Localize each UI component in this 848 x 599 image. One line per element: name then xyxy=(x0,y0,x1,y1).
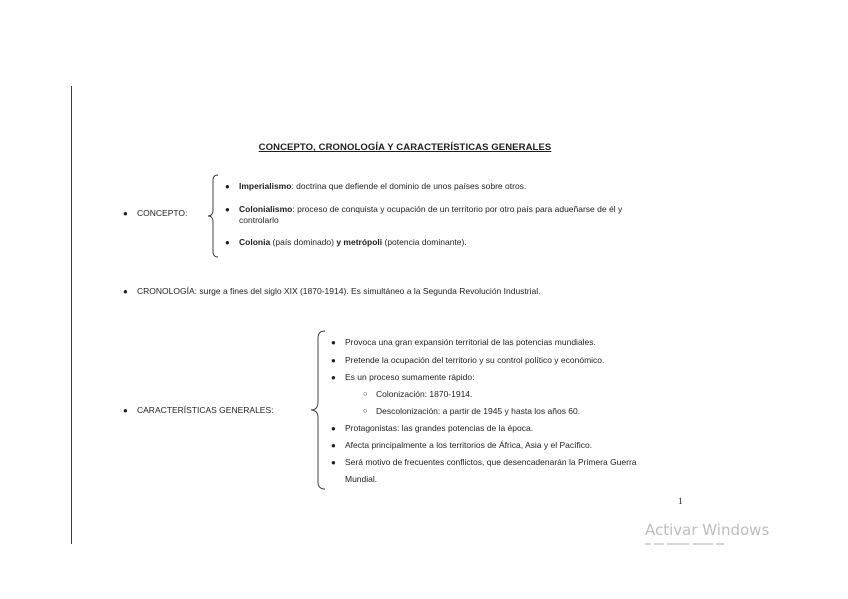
bullet-dot-icon: ● xyxy=(331,338,336,347)
caracteristicas-item xyxy=(331,372,475,383)
caracteristicas-subitem xyxy=(363,406,581,417)
definition-imperialismo: : doctrina que defiende el dominio de unos países sobre otros. xyxy=(291,181,527,191)
caracteristicas-item xyxy=(331,457,637,468)
cronologia-text: CRONOLOGÍA: surge a fines del siglo XIX (1870-1914). Es simultáneo a la Segunda Revolución Industrial. xyxy=(137,286,541,296)
caracteristicas-item-text: Es un proceso sumamente rápido: xyxy=(345,372,475,382)
caracteristicas-item-text: Afecta principalmente a los territorios de África, Asia y el Pacífico. xyxy=(345,440,593,450)
concepto-item-imperialismo xyxy=(225,181,527,192)
caracteristicas-brace-icon xyxy=(309,330,327,490)
definition-colonia: (país dominado) xyxy=(270,237,337,247)
term-colonia: Colonia xyxy=(239,237,271,247)
term-imperialismo: Imperialismo xyxy=(239,181,292,191)
bullet-dot-icon: ● xyxy=(225,182,230,191)
definition-colonialismo-cont: controlarlo xyxy=(239,215,279,225)
page-number: 1 xyxy=(678,496,683,506)
caracteristicas-subitem xyxy=(363,389,473,400)
bullet-dot-icon: ● xyxy=(225,205,230,214)
bullet-dot-icon: ● xyxy=(331,424,336,433)
caracteristicas-item xyxy=(331,440,593,451)
circle-bullet-icon: ○ xyxy=(363,406,368,415)
caracteristicas-item-continuation xyxy=(345,474,377,485)
caracteristicas-bullet xyxy=(123,405,274,416)
concepto-brace-icon xyxy=(206,174,220,258)
concepto-label: CONCEPTO: xyxy=(137,208,188,218)
term-metropoli: y metrópoli xyxy=(336,237,383,247)
bullet-dot-icon: ● xyxy=(331,373,336,382)
caracteristicas-subitem-text: Descolonización: a partir de 1945 y hasta los años 60. xyxy=(376,406,581,416)
definition-colonialismo: : proceso de conquista y ocupación de un territorio por otro país para adueñarse de él y xyxy=(292,204,623,214)
caracteristicas-item-text: Provoca una gran expansión territorial de las potencias mundiales. xyxy=(345,337,596,347)
bullet-dot-icon: ● xyxy=(331,458,336,467)
activation-watermark: Activar Windows xyxy=(645,521,770,539)
concepto-item-colonialismo xyxy=(225,204,623,226)
caracteristicas-subitem-text: Colonización: 1870-1914. xyxy=(376,389,473,399)
bullet-dot-icon: ● xyxy=(331,441,336,450)
definition-metropoli: (potencia dominante). xyxy=(382,237,467,247)
bullet-dot-icon: ● xyxy=(123,209,128,218)
term-colonialismo: Colonialismo xyxy=(239,204,293,214)
caracteristicas-item xyxy=(331,423,534,434)
concepto-item-colonia xyxy=(225,237,467,248)
document-title: CONCEPTO, CRONOLOGÍA Y CARACTERÍSTICAS GENERALES xyxy=(258,142,552,153)
bullet-dot-icon: ● xyxy=(123,287,128,296)
bullet-dot-icon: ● xyxy=(331,356,336,365)
bullet-dot-icon: ● xyxy=(123,406,128,415)
caracteristicas-item-text: Pretende la ocupación del territorio y su control político y económico. xyxy=(345,355,605,365)
caracteristicas-item xyxy=(331,355,605,366)
caracteristicas-item-text: Protagonistas: las grandes potencias de la época. xyxy=(345,423,534,433)
cronologia-bullet xyxy=(123,286,541,297)
caracteristicas-item-text: Mundial. xyxy=(345,474,378,484)
page-left-edge xyxy=(71,86,72,544)
caracteristicas-item xyxy=(331,337,596,348)
watermark-subline xyxy=(645,543,724,546)
concepto-bullet xyxy=(123,208,187,219)
caracteristicas-item-text: Será motivo de frecuentes conflictos, que desencadenarán la Primera Guerra xyxy=(345,457,637,467)
circle-bullet-icon: ○ xyxy=(363,389,368,398)
caracteristicas-label: CARACTERÍSTICAS GENERALES: xyxy=(137,405,274,415)
bullet-dot-icon: ● xyxy=(225,238,230,247)
